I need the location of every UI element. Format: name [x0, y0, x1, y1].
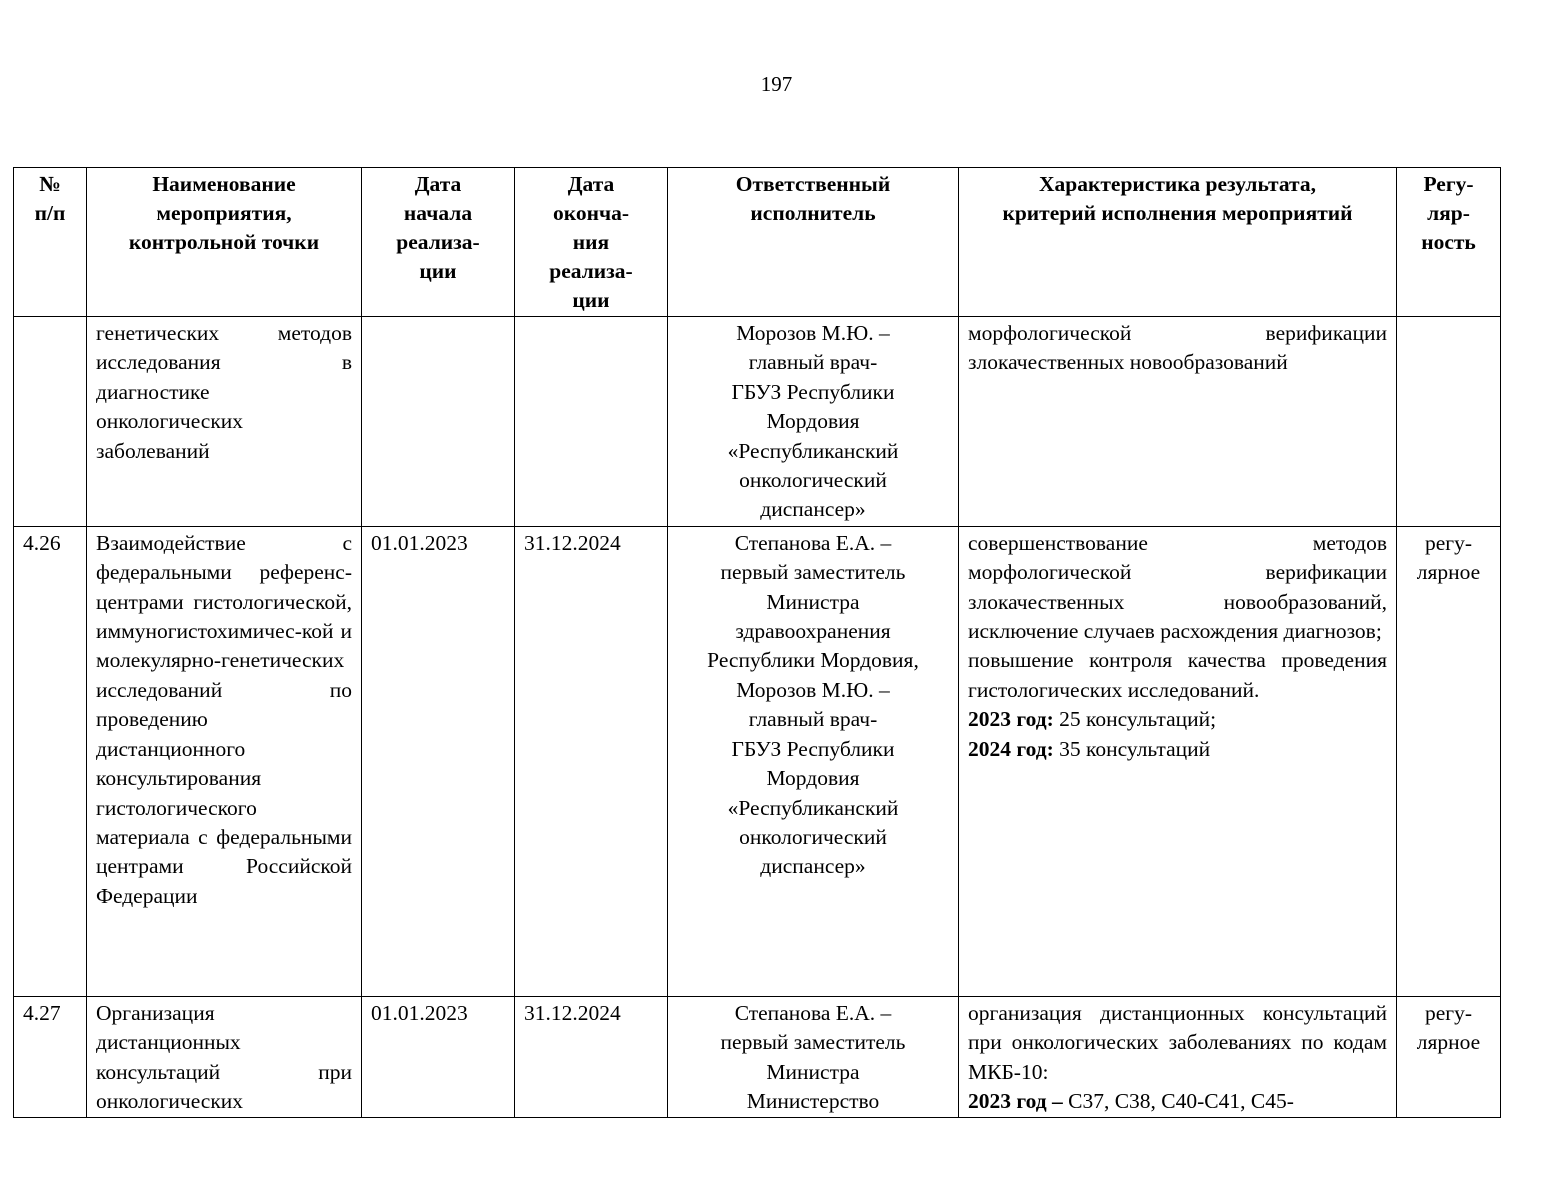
header-line: мероприятия,	[156, 201, 292, 225]
responsible-line: «Республиканский	[727, 438, 899, 463]
result-year-label: 2023 год:	[968, 707, 1054, 732]
header-result	[959, 168, 1397, 317]
header-line: ния	[572, 230, 610, 254]
header-num	[14, 168, 87, 317]
table-header-row	[14, 168, 1501, 317]
header-line: критерий исполнения мероприятий	[1002, 201, 1353, 225]
row-number: 4.26	[14, 526, 87, 996]
header-regularity	[1397, 168, 1501, 317]
header-start-date	[362, 168, 515, 317]
header-name	[87, 168, 362, 317]
measures-table	[13, 167, 1501, 1118]
header-end-date	[515, 168, 668, 317]
responsible-line: Министра	[766, 589, 860, 614]
header-line: Наименование	[152, 172, 296, 196]
header-line: реализа-	[549, 259, 633, 283]
header-line: ность	[1421, 230, 1476, 254]
row-start-date	[362, 317, 515, 527]
responsible-line: Министра	[766, 1059, 860, 1084]
row-regularity: регу-лярное	[1397, 526, 1501, 996]
header-line: исполнитель	[750, 201, 876, 225]
responsible-line: Степанова Е.А. –	[734, 530, 892, 555]
header-line: реализа-	[396, 230, 480, 254]
responsible-line: диспансер»	[760, 854, 866, 879]
header-line: п/п	[34, 201, 66, 225]
responsible-line: онкологический	[739, 468, 887, 493]
header-line: Дата	[414, 172, 462, 196]
row-end-date: 31.12.2024	[515, 526, 668, 996]
result-paragraph: повышение контроля качества проведения гистологических исследований.	[968, 648, 1387, 702]
responsible-line: «Республиканский	[727, 795, 899, 820]
row-measure-name: Взаимодействие с федеральными референс-центрами гистологической, иммуногистохимичес-кой и молекулярно-генетических исследований по проведению дистанционного консультирования гистологического материала с федеральными центрами Российской Федерации	[87, 526, 362, 996]
responsible-line: главный врач-	[748, 350, 878, 375]
result-year-label: 2024 год:	[968, 736, 1054, 761]
row-number	[14, 317, 87, 527]
result-paragraph: организация дистанционных консультаций при онкологических заболеваниях по кодам МКБ-10:	[968, 1000, 1387, 1084]
header-line: ляр-	[1427, 201, 1470, 225]
header-responsible	[668, 168, 959, 317]
row-regularity: регу-лярное	[1397, 996, 1501, 1118]
row-responsible	[668, 996, 959, 1118]
responsible-line: первый заместитель	[720, 560, 906, 585]
row-end-date	[515, 317, 668, 527]
row-result	[959, 996, 1397, 1118]
responsible-line: диспансер»	[760, 497, 866, 522]
result-paragraph: 2023 год: 25 консультаций;	[968, 707, 1217, 732]
responsible-line: Республики Мордовия,	[707, 648, 919, 673]
header-line: Характеристика результата,	[1039, 172, 1316, 196]
header-line: Дата	[567, 172, 615, 196]
row-start-date: 01.01.2023	[362, 996, 515, 1118]
responsible-line: здравоохранения	[735, 619, 891, 644]
row-number: 4.27	[14, 996, 87, 1118]
responsible-line: онкологический	[739, 824, 887, 849]
row-regularity	[1397, 317, 1501, 527]
result-paragraph: совершенствование методов морфологической верификации злокачественных новообразований, исключение случаев расхождения диагнозов;	[968, 530, 1387, 644]
responsible-line: Морозов М.Ю. –	[736, 677, 890, 702]
row-responsible	[668, 317, 959, 527]
header-line: ции	[419, 259, 457, 283]
responsible-line: первый заместитель	[720, 1030, 906, 1055]
header-line: ции	[572, 288, 610, 312]
header-line: оконча-	[552, 201, 630, 225]
responsible-line: Министерство	[746, 1089, 880, 1114]
responsible-line: ГБУЗ Республики	[731, 379, 895, 404]
row-result	[959, 317, 1397, 527]
table-row	[14, 996, 1501, 1118]
responsible-line: главный врач-	[748, 707, 878, 732]
result-paragraph: морфологической верификации злокачественных новообразований	[968, 321, 1387, 375]
responsible-line: ГБУЗ Республики	[731, 736, 895, 761]
header-line: №	[39, 172, 61, 196]
header-line: Ответственный	[735, 172, 891, 196]
header-line: контрольной точки	[128, 230, 320, 254]
row-start-date: 01.01.2023	[362, 526, 515, 996]
responsible-line: Степанова Е.А. –	[734, 1000, 892, 1025]
responsible-line: Морозов М.Ю. –	[736, 321, 890, 345]
result-paragraph: 2023 год – С37, С38, С40-С41, С45-	[968, 1089, 1294, 1114]
row-result	[959, 526, 1397, 996]
header-line: начала	[403, 201, 473, 225]
row-measure-name: Организация дистанционных консультаций при онкологических	[87, 996, 362, 1118]
responsible-line: Мордовия	[766, 766, 860, 791]
header-line: Регу-	[1423, 172, 1474, 196]
row-end-date: 31.12.2024	[515, 996, 668, 1118]
result-paragraph: 2024 год: 35 консультаций	[968, 736, 1211, 761]
page-number: 197	[760, 72, 793, 96]
table-row	[14, 526, 1501, 996]
row-responsible	[668, 526, 959, 996]
responsible-line: Мордовия	[766, 409, 860, 434]
result-year-label: 2023 год –	[968, 1089, 1063, 1114]
row-measure-name: генетических методов исследования в диагностике онкологических заболеваний	[87, 317, 362, 527]
table-row	[14, 317, 1501, 527]
